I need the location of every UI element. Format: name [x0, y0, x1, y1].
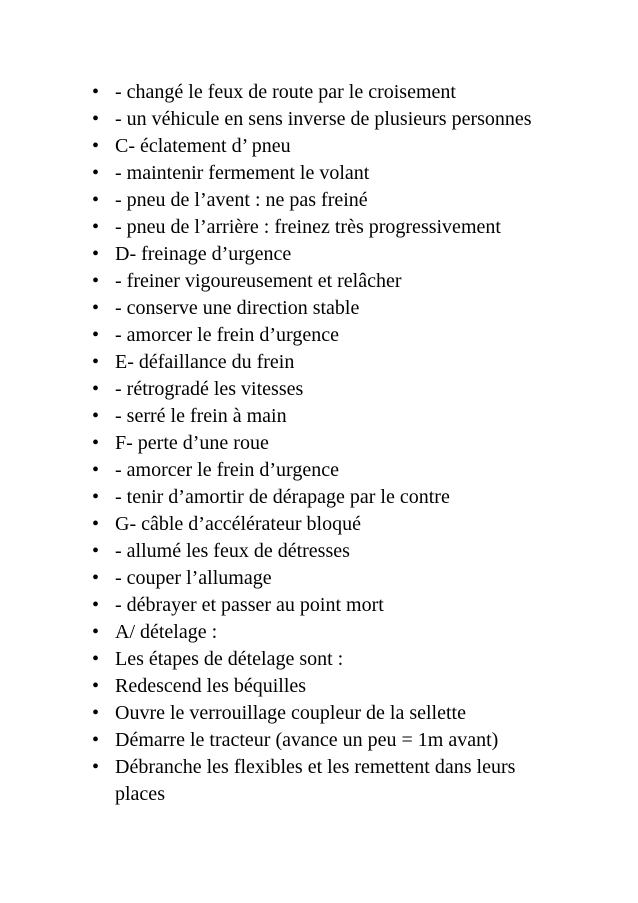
list-item-text: D- freinage d’urgence — [115, 243, 292, 265]
bullet-icon: • — [92, 486, 100, 508]
list-item-text: A/ dételage : — [115, 621, 218, 643]
list-item-text: - débrayer et passer au point mort — [115, 594, 384, 616]
list-item-text: - amorcer le frein d’urgence — [115, 459, 339, 481]
bullet-icon: • — [92, 216, 100, 238]
bullet-icon: • — [92, 378, 100, 400]
bullet-icon: • — [92, 459, 100, 481]
list-item-text: - un véhicule en sens inverse de plusieurs personnes — [115, 108, 532, 130]
list-item-text: Redescend les béquilles — [115, 675, 307, 697]
bullet-icon: • — [92, 135, 100, 157]
list-item — [92, 106, 622, 133]
list-item — [92, 376, 622, 403]
bullet-icon: • — [92, 405, 100, 427]
bullet-icon: • — [92, 270, 100, 292]
bullet-icon: • — [92, 108, 100, 130]
list-item-text: - maintenir fermement le volant — [115, 162, 370, 184]
list-item-text: - pneu de l’arrière : freinez très progressivement — [115, 216, 501, 238]
list-item-text: - allumé les feux de détresses — [115, 540, 350, 562]
list-item — [92, 754, 622, 808]
list-item — [92, 511, 622, 538]
list-item-text: Les étapes de dételage sont : — [115, 648, 344, 670]
list-item-text: G- câble d’accélérateur bloqué — [115, 513, 361, 535]
bullet-icon: • — [92, 702, 100, 724]
list-item — [92, 484, 622, 511]
list-item-text: Débranche les flexibles et les remettent dans leurs places — [115, 756, 516, 805]
bullet-icon: • — [92, 297, 100, 319]
bullet-icon: • — [92, 729, 100, 751]
list-item — [92, 538, 622, 565]
list-item-text: - freiner vigoureusement et relâcher — [115, 270, 402, 292]
list-item-text: - serré le frein à main — [115, 405, 287, 427]
list-item-text: - changé le feux de route par le croisement — [115, 81, 456, 103]
list-item-text: - tenir d’amortir de dérapage par le contre — [115, 486, 450, 508]
list-item — [92, 295, 622, 322]
list-item — [92, 349, 622, 376]
list-item-text: Démarre le tracteur (avance un peu = 1m avant) — [115, 729, 499, 751]
bullet-icon: • — [92, 324, 100, 346]
list-item — [92, 403, 622, 430]
list-item — [92, 187, 622, 214]
list-item-text: Ouvre le verrouillage coupleur de la sellette — [115, 702, 466, 724]
list-item-text: C- éclatement d’ pneu — [115, 135, 291, 157]
list-item — [92, 214, 622, 241]
list-item-text: - amorcer le frein d’urgence — [115, 324, 339, 346]
bullet-icon: • — [92, 432, 100, 454]
list-item-text: E- défaillance du frein — [115, 351, 295, 373]
bullet-icon: • — [92, 567, 100, 589]
list-item-text: - rétrogradé les vitesses — [115, 378, 304, 400]
list-item — [92, 79, 622, 106]
bullet-icon: • — [92, 675, 100, 697]
list-item-text: F- perte d’une roue — [115, 432, 269, 454]
bullet-icon: • — [92, 621, 100, 643]
bullet-icon: • — [92, 540, 100, 562]
list-item — [92, 565, 622, 592]
list-item-text: - conserve une direction stable — [115, 297, 360, 319]
list-item — [92, 700, 622, 727]
list-item — [92, 673, 622, 700]
list-item-text: - pneu de l’avent : ne pas freiné — [115, 189, 368, 211]
list-item — [92, 133, 622, 160]
list-item — [92, 268, 622, 295]
list-item — [92, 646, 622, 673]
list-item — [92, 430, 622, 457]
list-item — [92, 619, 622, 646]
list-item — [92, 241, 622, 268]
bullet-icon: • — [92, 648, 100, 670]
bullet-icon: • — [92, 243, 100, 265]
list-item — [92, 592, 622, 619]
list-item — [92, 322, 622, 349]
bullet-icon: • — [92, 189, 100, 211]
bullet-icon: • — [92, 162, 100, 184]
list-item — [92, 457, 622, 484]
bullet-icon: • — [92, 81, 100, 103]
list-item — [92, 727, 622, 754]
list-item — [92, 160, 622, 187]
bullet-icon: • — [92, 513, 100, 535]
bullet-icon: • — [92, 351, 100, 373]
bullet-icon: • — [92, 594, 100, 616]
bullet-icon: • — [92, 756, 100, 778]
list-item-text: - couper l’allumage — [115, 567, 272, 589]
bullet-list — [92, 79, 622, 808]
